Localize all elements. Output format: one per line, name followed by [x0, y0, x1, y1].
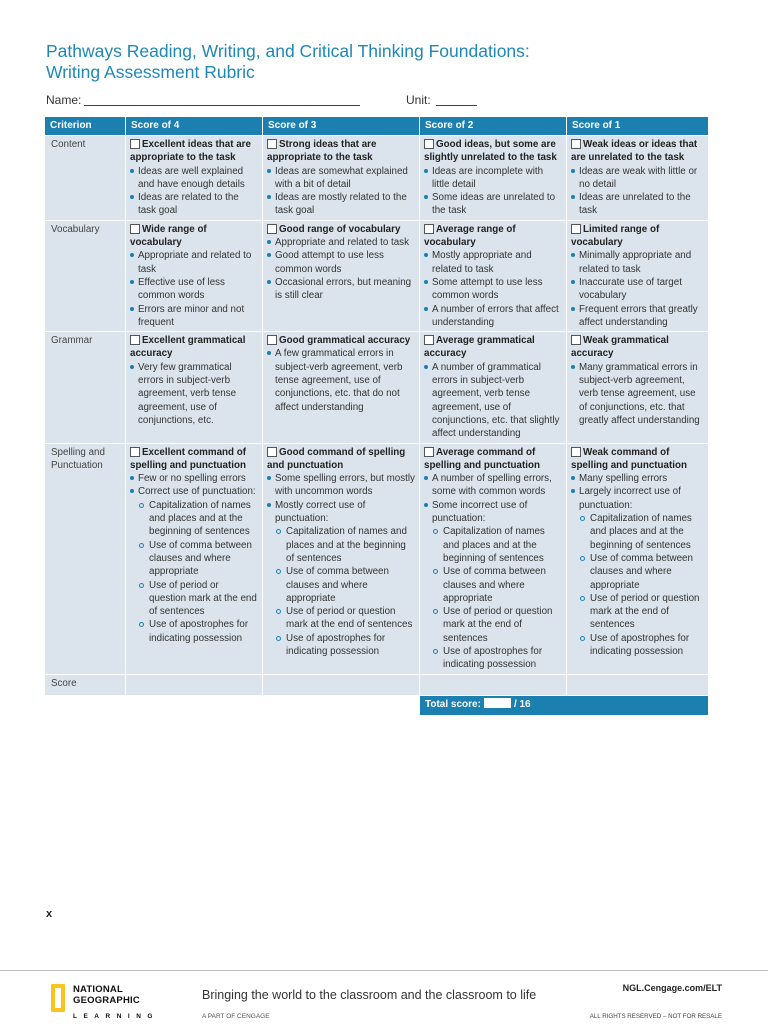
bullet-list	[130, 249, 258, 329]
bullet-item: A number of spelling errors, some with common words	[424, 472, 562, 499]
title-line-2: Writing Assessment Rubric	[46, 62, 255, 82]
header-criterion: Criterion	[45, 117, 126, 136]
sub-bullet-item: Capitalization of names and places and at the beginning of sentences	[424, 525, 562, 565]
bullet-item: Inaccurate use of target vocabulary	[571, 276, 704, 303]
header-row	[45, 117, 709, 136]
criterion-cell: Content	[45, 136, 126, 221]
bullet-list	[571, 361, 704, 427]
bullet-item: A number of errors that affect understanding	[424, 303, 562, 330]
sub-bullet-item: Use of comma between clauses and where appropriate	[571, 552, 704, 592]
cell-score-3	[263, 443, 420, 674]
cell-score-4	[126, 220, 263, 331]
checkbox[interactable]	[267, 447, 277, 457]
checkbox[interactable]	[424, 335, 434, 345]
checkbox[interactable]	[130, 224, 140, 234]
bullet-item: Correct use of punctuation:	[130, 485, 258, 498]
descriptor-heading	[130, 138, 258, 165]
descriptor-title: Good command of spelling and punctuation	[267, 446, 406, 471]
cell-score-2	[420, 136, 567, 221]
descriptor-title: Average grammatical accuracy	[424, 335, 535, 360]
bullet-item: Ideas are incomplete with little detail	[424, 165, 562, 192]
descriptor-title: Good range of vocabulary	[279, 223, 401, 235]
bullet-item: Few or no spelling errors	[130, 472, 258, 485]
logo-text	[73, 985, 140, 1006]
checkbox[interactable]	[571, 447, 581, 457]
checkbox[interactable]	[130, 447, 140, 457]
cell-score-1	[567, 332, 709, 443]
descriptor-title: Weak ideas or ideas that are unrelated to the task	[571, 139, 698, 164]
title-line-1: Pathways Reading, Writing, and Critical Thinking Foundations:	[46, 41, 530, 61]
footer-url[interactable]: NGL.Cengage.com/ELT	[622, 983, 722, 993]
bullet-item: Ideas are weak with little or no detail	[571, 165, 704, 192]
bullet-item: Mostly appropriate and related to task	[424, 249, 562, 276]
descriptor-title: Excellent grammatical accuracy	[130, 335, 246, 360]
sub-bullet-list	[267, 525, 415, 658]
header-score-3: Score of 3	[263, 117, 420, 136]
table-row	[45, 220, 709, 331]
blank-cell	[45, 695, 126, 715]
sub-bullet-item: Use of period or question mark at the end of sentences	[424, 605, 562, 645]
checkbox[interactable]	[130, 139, 140, 149]
score-cell[interactable]	[126, 674, 263, 695]
name-unit-row	[46, 93, 706, 109]
checkbox[interactable]	[571, 224, 581, 234]
cell-score-3	[263, 136, 420, 221]
sub-bullet-item: Use of apostrophes for indicating possession	[571, 632, 704, 659]
bullet-list	[571, 165, 704, 218]
sub-bullet-item: Use of period or question mark at the end of sentences	[267, 605, 415, 632]
checkbox[interactable]	[571, 335, 581, 345]
sub-bullet-item: Use of period or question mark at the end of sentences	[130, 579, 258, 619]
descriptor-heading	[267, 223, 415, 236]
checkbox[interactable]	[130, 335, 140, 345]
descriptor-heading	[267, 446, 415, 473]
sub-bullet-item: Capitalization of names and places and at the beginning of sentences	[130, 499, 258, 539]
criterion-cell: Spelling and Punctuation	[45, 443, 126, 674]
bullet-item: Good attempt to use less common words	[267, 249, 415, 276]
sub-bullet-item: Use of comma between clauses and where appropriate	[424, 565, 562, 605]
bullet-item: Some ideas are unrelated to the task	[424, 191, 562, 218]
sub-bullet-item: Use of apostrophes for indicating possession	[424, 645, 562, 672]
bullet-item: Ideas are mostly related to the task goal	[267, 191, 415, 218]
bullet-item: Appropriate and related to task	[130, 249, 258, 276]
descriptor-title: Excellent command of spelling and punctuation	[130, 446, 246, 471]
total-score-cell	[420, 695, 709, 715]
natgeo-logo-icon	[51, 984, 65, 1012]
header-score-1: Score of 1	[567, 117, 709, 136]
checkbox[interactable]	[424, 139, 434, 149]
rubric-table	[44, 116, 709, 716]
name-label: Name:	[46, 93, 82, 107]
cell-score-3	[263, 220, 420, 331]
bullet-item: Some attempt to use less common words	[424, 276, 562, 303]
bullet-list	[424, 165, 562, 218]
header-score-4: Score of 4	[126, 117, 263, 136]
descriptor-heading	[571, 138, 704, 165]
logo-line-2: GEOGRAPHIC	[73, 994, 140, 1006]
descriptor-heading	[130, 334, 258, 361]
descriptor-title: Wide range of vocabulary	[130, 223, 207, 249]
bullet-list	[130, 472, 258, 499]
bullet-item: Very few grammatical errors in subject-verb agreement, verb tense agreement, use of conjunctions, etc.	[130, 361, 258, 427]
sub-bullet-list	[571, 512, 704, 658]
bullet-item: A few grammatical errors in subject-verb agreement, verb tense agreement, use of conjunctions, etc. that do not affect understanding	[267, 347, 415, 413]
descriptor-title: Excellent ideas that are appropriate to the task	[130, 139, 251, 164]
blank-cell	[263, 695, 420, 715]
sub-bullet-list	[130, 499, 258, 645]
descriptor-heading	[424, 138, 562, 165]
bullet-item: Many grammatical errors in subject-verb agreement, verb tense agreement, use of conjunctions, etc. that greatly affect understanding	[571, 361, 704, 427]
score-label: Score	[45, 674, 126, 695]
bullet-list	[267, 347, 415, 413]
bullet-item: Ideas are related to the task goal	[130, 191, 258, 218]
descriptor-title: Average range of vocabulary	[424, 223, 516, 249]
sub-bullet-item: Use of apostrophes for indicating possession	[267, 632, 415, 659]
descriptor-title: Average command of spelling and punctuation	[424, 446, 540, 471]
page-title	[46, 41, 646, 83]
logo-line-1: NATIONAL	[73, 984, 123, 995]
bullet-list	[130, 165, 258, 218]
unit-label: Unit:	[406, 93, 431, 107]
descriptor-heading	[571, 334, 704, 361]
footer-rights: ALL RIGHTS RESERVED – NOT FOR RESALE	[589, 1013, 722, 1020]
descriptor-heading	[267, 334, 415, 347]
footer-divider	[0, 970, 768, 971]
bullet-item: Some incorrect use of punctuation:	[424, 499, 562, 526]
x-mark: x	[46, 908, 53, 920]
cell-score-3	[263, 332, 420, 443]
descriptor-heading	[130, 446, 258, 473]
footer-cengage: A PART OF CENGAGE	[202, 1013, 270, 1020]
cell-score-2	[420, 332, 567, 443]
bullet-item: Ideas are unrelated to the task	[571, 191, 704, 218]
score-cell[interactable]	[567, 674, 709, 695]
checkbox[interactable]	[267, 139, 277, 149]
criterion-cell: Vocabulary	[45, 220, 126, 331]
checkbox[interactable]	[424, 447, 434, 457]
header-score-2: Score of 2	[420, 117, 567, 136]
cell-score-2	[420, 220, 567, 331]
sub-bullet-item: Use of comma between clauses and where appropriate	[267, 565, 415, 605]
table-row	[45, 443, 709, 674]
cell-score-1	[567, 443, 709, 674]
checkbox[interactable]	[571, 139, 581, 149]
descriptor-heading	[267, 138, 415, 165]
name-field[interactable]	[84, 105, 360, 106]
bullet-item: Frequent errors that greatly affect understanding	[571, 303, 704, 330]
checkbox[interactable]	[424, 224, 434, 234]
descriptor-title: Strong ideas that are appropriate to the task	[267, 139, 377, 164]
descriptor-title: Limited range of vocabulary	[571, 223, 660, 249]
descriptor-title: Good ideas, but some are slightly unrelated to the task	[424, 139, 557, 164]
bullet-item: Ideas are well explained and have enough details	[130, 165, 258, 192]
checkbox[interactable]	[267, 335, 277, 345]
descriptor-title: Weak grammatical accuracy	[571, 335, 669, 360]
cell-score-4	[126, 136, 263, 221]
descriptor-heading	[571, 446, 704, 473]
unit-field[interactable]	[436, 105, 477, 106]
bullet-list	[571, 472, 704, 512]
bullet-item: Effective use of less common words	[130, 276, 258, 303]
sub-bullet-item: Use of apostrophes for indicating possession	[130, 618, 258, 645]
blank-cell	[126, 695, 263, 715]
bullet-item: Appropriate and related to task	[267, 236, 415, 249]
cell-score-4	[126, 443, 263, 674]
cell-score-4	[126, 332, 263, 443]
total-score-input[interactable]	[484, 698, 511, 708]
total-score-label: Total score:	[425, 698, 481, 710]
cell-score-1	[567, 220, 709, 331]
bullet-item: A number of grammatical errors in subject-verb agreement, verb tense agreement, use of conjunctions, etc. that slightly affect understanding	[424, 361, 562, 441]
score-cell[interactable]	[420, 674, 567, 695]
bullet-item: Many spelling errors	[571, 472, 704, 485]
bullet-item: Occasional errors, but meaning is still clear	[267, 276, 415, 303]
bullet-item: Largely incorrect use of punctuation:	[571, 485, 704, 512]
bullet-list	[571, 249, 704, 329]
bullet-list	[267, 472, 415, 525]
descriptor-title: Good grammatical accuracy	[279, 335, 411, 347]
score-cell[interactable]	[263, 674, 420, 695]
bullet-item: Minimally appropriate and related to task	[571, 249, 704, 276]
descriptor-heading	[130, 223, 258, 250]
table-row	[45, 332, 709, 443]
sub-bullet-item: Capitalization of names and places and at the beginning of sentences	[571, 512, 704, 552]
descriptor-heading	[424, 446, 562, 473]
descriptor-heading	[424, 334, 562, 361]
total-row	[45, 695, 709, 715]
bullet-list	[130, 361, 258, 427]
bullet-list	[267, 165, 415, 218]
sub-bullet-item: Capitalization of names and places and at the beginning of sentences	[267, 525, 415, 565]
bullet-list	[267, 236, 415, 302]
criterion-cell: Grammar	[45, 332, 126, 443]
cell-score-1	[567, 136, 709, 221]
footer-tagline: Bringing the world to the classroom and the classroom to life	[202, 988, 537, 1002]
bullet-item: Ideas are somewhat explained with a bit of detail	[267, 165, 415, 192]
logo-line-3: LEARNING	[73, 1013, 159, 1020]
score-row	[45, 674, 709, 695]
total-score-max: / 16	[513, 698, 531, 710]
bullet-list	[424, 361, 562, 441]
descriptor-heading	[571, 223, 704, 250]
descriptor-title: Weak command of spelling and punctuation	[571, 446, 687, 471]
bullet-list	[424, 249, 562, 329]
bullet-item: Errors are minor and not frequent	[130, 303, 258, 330]
bullet-item: Some spelling errors, but mostly with uncommon words	[267, 472, 415, 499]
bullet-list	[424, 472, 562, 525]
sub-bullet-list	[424, 525, 562, 671]
descriptor-heading	[424, 223, 562, 250]
sub-bullet-item: Use of period or question mark at the end of sentences	[571, 592, 704, 632]
checkbox[interactable]	[267, 224, 277, 234]
sub-bullet-item: Use of comma between clauses and where appropriate	[130, 539, 258, 579]
table-row	[45, 136, 709, 221]
bullet-item: Mostly correct use of punctuation:	[267, 499, 415, 526]
cell-score-2	[420, 443, 567, 674]
